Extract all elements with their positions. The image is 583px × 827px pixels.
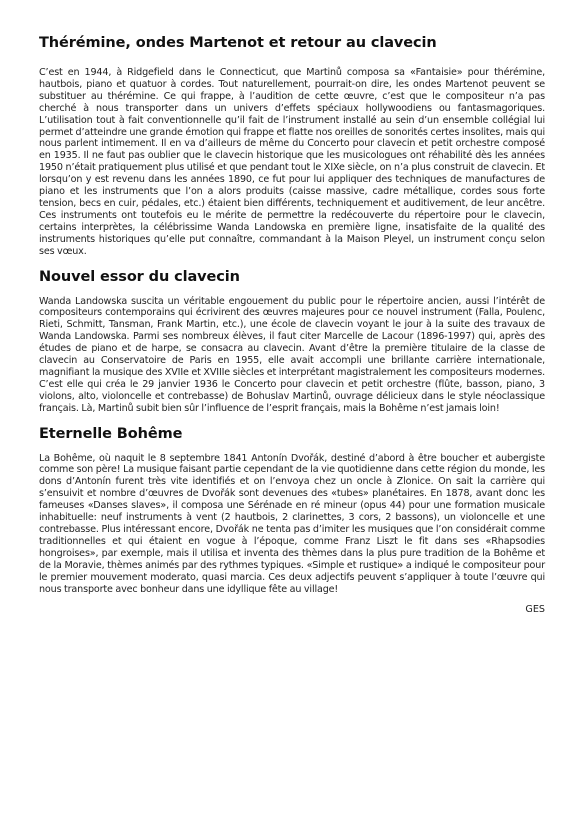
article-page bbox=[39, 30, 545, 616]
section-paragraph-nouvel-essor: Wanda Landowska suscita un véritable engouement du public pour le répertoire ancien, aussi l’intérêt de compositeurs contemporains qui écrivirent des œuvres majeures pour ce nouvel instrument (Falla, Poulenc, Rieti, Schmitt, Tansman, Frank Martin, etc.), une école de clavecin voyant le jour à la suite des travaux de Wanda Landowska. Parmi ses nombreux élèves, il faut citer Marcelle de Lacour (1896-1997) qui, après des études de piano et de harpe, se consacra au clavecin. Avant d’être la première titulaire de la classe de clavecin au Conservatoire de Paris en 1955, elle avait accompli une brillante carrière internationale, magnifiant la musique des XVIIe et XVIIIe siècles et interprétant magistralement les compositeurs modernes. C’est elle qui créa le 29 janvier 1936 le Concerto pour clavecin et petit orchestre (flûte, basson, piano, 3 violons, alto, violoncelle et contrebasse) de Bohuslav Martinů, ouvrage délicieux dans le style néoclassique français. Là, Martinů subit bien sûr l’influence de l’esprit français, mais la Bohême n’est jamais loin! bbox=[39, 295, 545, 414]
section-title-nouvel-essor: Nouvel essor du clavecin bbox=[39, 268, 240, 285]
section-title-eternelle-boheme: Eternelle Bohême bbox=[39, 425, 183, 442]
section-title-theremine: Thérémine, ondes Martenot et retour au clavecin bbox=[39, 35, 437, 51]
section-paragraph-theremine: C’est en 1944, à Ridgefield dans le Connecticut, que Martinů composa sa «Fantaisie» pour thérémine, hautbois, piano et quatuor à cordes. Tout naturellement, pourrait-on dire, les ondes Martenot peuvent se substituer au thérémine. Ce qui frappe, à l’audition de cette œuvre, c’est que le compositeur n’a pas cherché à nous transporter dans un univers d’effets spéciaux hollywoodiens ou fantasmagoriques. L’utilisation tout à fait conventionnelle qu’il fait de l’instrument installé au sein d’un ensemble collégial lui permet d’atteindre une grande émotion qui frappe et flatte nos oreilles de sonorités certes insolites, mais qui nous parlent intimement. Il en va d’ailleurs de même du Concerto pour clavecin et petit orchestre composé en 1935. Il ne faut pas oublier que le clavecin historique que les musicologues ont réhabilité dès les années 1950 n’était pratiquement plus utilisé et que pendant tout le XIXe siècle, on n’a plus construit de clavecin. Et lorsqu’on y est revenu dans les années 1890, ce fut pour lui appliquer des techniques de manufactures de piano et les instruments que l’on a alors produits (caisse massive, cadre métallique, cordes sous forte tension, becs en cuir, pédales, etc.) étaient bien différents, techniquement et auditivement, de leur ancêtre. Ces instruments ont toutefois eu le mérite de permettre la redécouverte du répertoire pour le clavecin, certains interprètes, la célébrissime Wanda Landowska en première ligne, insatisfaite de la qualité des instruments historiques qu’elle put connaître, commandant à la Maison Pleyel, un instrument conçu selon ses vœux. bbox=[39, 67, 545, 257]
section-paragraph-eternelle-boheme: La Bohême, où naquit le 8 septembre 1841 Antonín Dvořák, destiné d’abord à être boucher et aubergiste comme son père! La musique faisant partie cependant de la vie quotidienne dans cette région du monde, les dons d’Antonín furent très vite identifiés et on l’envoya chez un oncle à Zlonice. On sait la carrière qui s’ensuivit et nombre d’œuvres de Dvořák sont devenues des «tubes» planétaires. En 1878, avant donc les fameuses «Danses slaves», il composa une Sérénade en ré mineur (opus 44) pour une formation musicale inhabituelle: neuf instruments à vent (2 hautbois, 2 clarinettes, 3 cors, 2 bassons), un violoncelle et une contrebasse. Plus intéressant encore, Dvořák ne tenta pas d’imiter les musiques que l’on considérait comme traditionnelles et qui étaient en vogue à l’époque, comme Franz Liszt le fit dans ses «Rhapsodies hongroises», par exemple, mais il utilisa et inventa des thèmes dans la plus pure tradition de la Bohême et de la Moravie, thèmes animés par des rythmes typiques. «Simple et rustique» a indiqué le compositeur pour le premier mouvement moderato, quasi marcia. Ces deux adjectifs peuvent s’appliquer à toute l’œuvre qui nous transporte avec bonheur dans une idyllique fête au village! bbox=[39, 452, 545, 595]
author-signature: GES bbox=[525, 604, 545, 616]
